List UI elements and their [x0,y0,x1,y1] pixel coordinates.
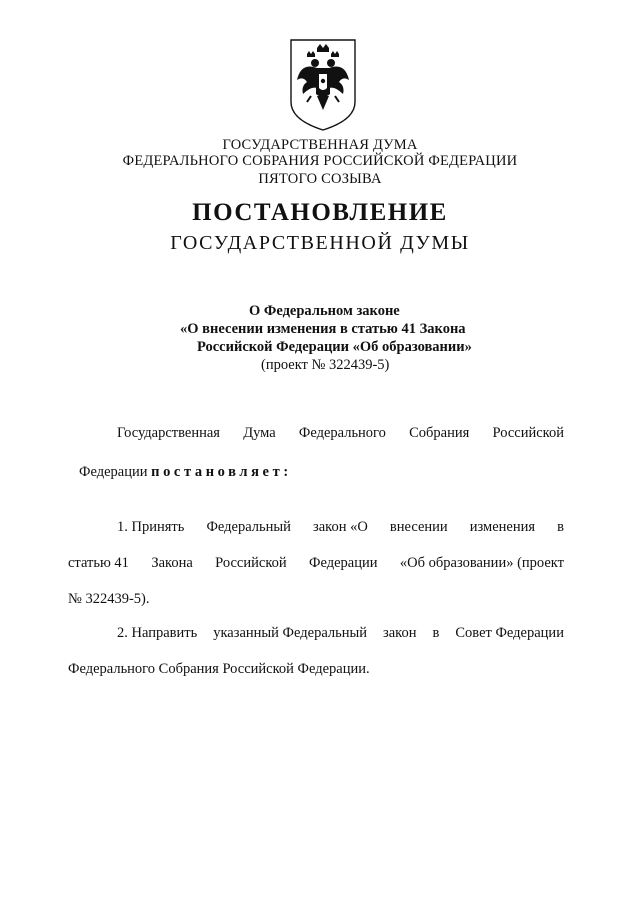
header-line-assembly: ФЕДЕРАЛЬНОГО СОБРАНИЯ РОССИЙСКОЙ ФЕДЕРАЦИИ [122,153,518,169]
item1-word: Российской [215,555,287,571]
item1-line-2 [68,555,564,572]
preamble-line-1 [117,425,564,442]
preamble-word: Дума [243,425,276,441]
preamble-line-2 [79,464,292,481]
header-line-duma: ГОСУДАРСТВЕННАЯ ДУМА [222,137,418,153]
item1-word: 1. Принять [117,519,185,535]
preamble-word: Федерального [298,425,386,441]
item1-line-3: № 322439-5). [68,591,150,607]
subject-line-4: (проект № 322439-5) [261,357,390,373]
item1-word: статью 41 [68,555,129,571]
preamble-resolves: постановляет: [151,464,292,480]
item2-line-1 [117,625,564,642]
item1-word: внесении [389,519,448,535]
russian-coat-of-arms-icon [287,36,359,132]
document-title: ПОСТАНОВЛЕНИЕ [192,199,448,226]
item1-word: изменения [469,519,536,535]
item2-word: в [432,625,440,641]
item2-word: 2. Направить [117,625,198,641]
preamble-federation: Федерации [79,464,148,480]
item1-word: Федерации [309,555,378,571]
item2-word: указанный Федеральный [213,625,367,641]
document-subtitle: ГОСУДАРСТВЕННОЙ ДУМЫ [170,232,470,254]
item1-line-1 [117,519,564,536]
preamble-word: Российской [492,425,564,441]
subject-line-2: «О внесении изменения в статью 41 Закона [180,321,466,337]
item1-word: «Об образовании» (проект [399,555,564,571]
item2-word: Совет Федерации [455,625,564,641]
item2-line-2: Федерального Собрания Российской Федерации. [68,661,370,677]
subject-line-1: О Федеральном законе [249,303,400,319]
item1-word: Закона [151,555,193,571]
preamble-word: Собрания [409,425,470,441]
item1-word: в [557,519,564,535]
preamble-word: Государственная [117,425,220,441]
header-line-convocation: ПЯТОГО СОЗЫВА [258,171,382,187]
item1-word: закон «О [313,519,368,535]
subject-line-3: Российской Федерации «Об образовании» [197,339,472,355]
item2-word: закон [383,625,417,641]
item1-word: Федеральный [206,519,291,535]
